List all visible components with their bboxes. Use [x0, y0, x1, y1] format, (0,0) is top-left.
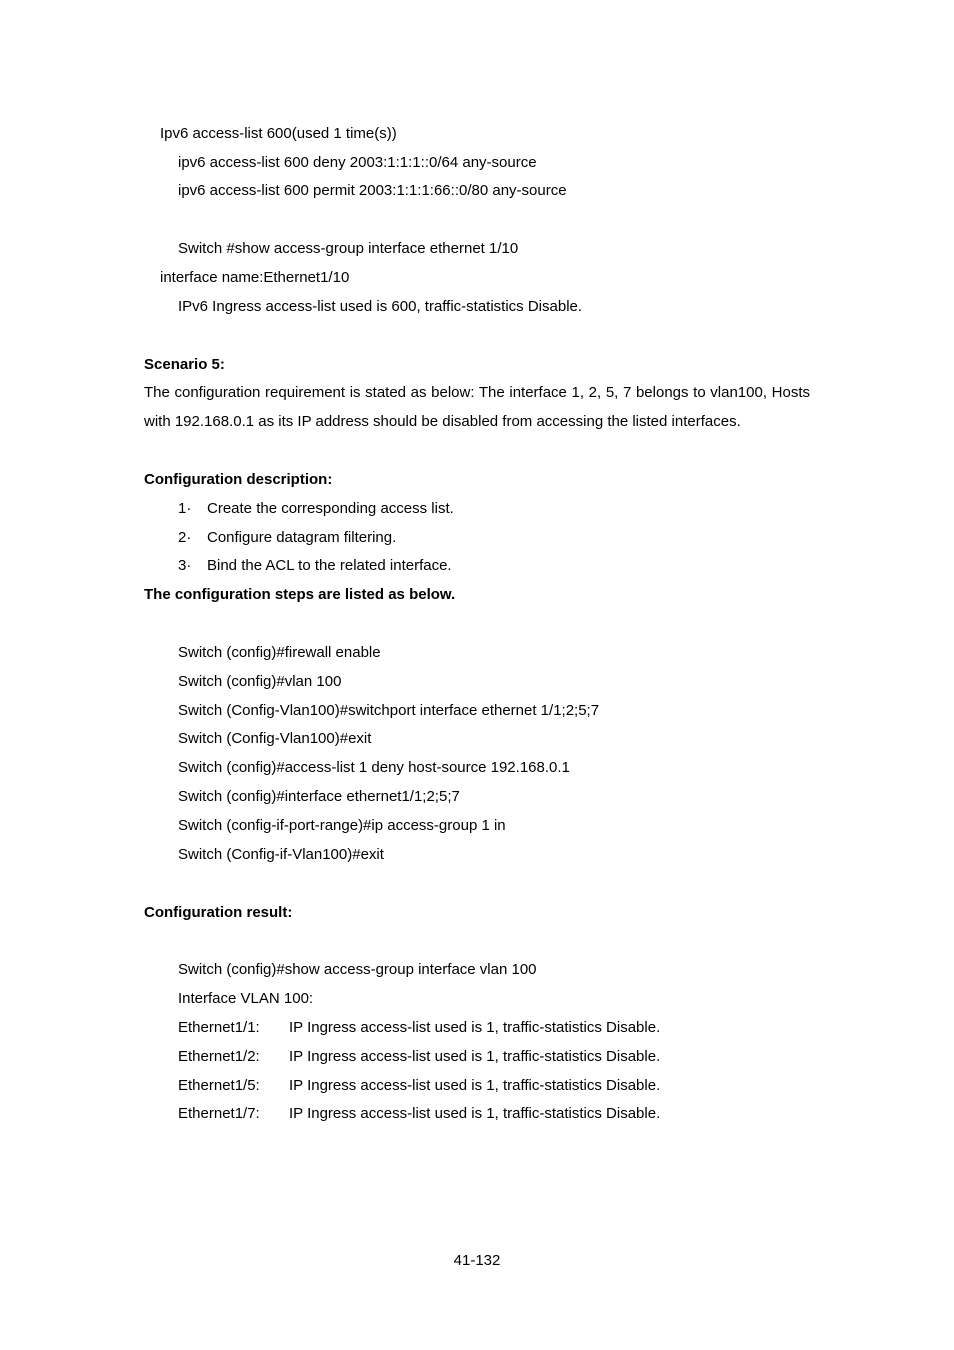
list-number: 2·: [178, 529, 192, 546]
ethernet-row: [178, 1048, 660, 1066]
command-line: Switch (config)#firewall enable: [178, 644, 381, 661]
list-text: Bind the ACL to the related interface.: [207, 557, 452, 574]
command-line: Switch (config)#interface ethernet1/1;2;5;7: [178, 788, 460, 805]
list-number: 3·: [178, 557, 192, 574]
ethernet-status: IP Ingress access-list used is 1, traffic-statistics Disable.: [289, 1077, 661, 1094]
command-line: Switch (Config-Vlan100)#exit: [178, 730, 372, 747]
ethernet-row: [178, 1105, 660, 1123]
result-line: IPv6 Ingress access-list used is 600, traffic-statistics Disable.: [178, 298, 583, 315]
command-line: Switch (Config-if-Vlan100)#exit: [178, 846, 384, 863]
list-text: Configure datagram filtering.: [207, 529, 397, 546]
vlan-line: Interface VLAN 100:: [178, 990, 314, 1007]
acl-rule-line: ipv6 access-list 600 deny 2003:1:1:1::0/64 any-source: [178, 154, 537, 171]
command-line: Switch #show access-group interface ethernet 1/10: [178, 240, 519, 257]
list-item: [178, 500, 454, 518]
acl-rule-line: ipv6 access-list 600 permit 2003:1:1:1:66::0/80 any-source: [178, 182, 567, 199]
config-description-heading: Configuration description:: [144, 471, 333, 488]
command-line: Switch (config)#vlan 100: [178, 673, 342, 690]
command-line: Switch (Config-Vlan100)#switchport interface ethernet 1/1;2;5;7: [178, 702, 600, 719]
page-number: 41-132: [453, 1252, 501, 1269]
result-heading: Configuration result:: [144, 904, 293, 921]
ethernet-label: Ethernet1/2:: [178, 1048, 260, 1065]
command-line: Switch (config)#access-list 1 deny host-source 192.168.0.1: [178, 759, 570, 776]
list-item: [178, 529, 396, 547]
scenario-heading: Scenario 5:: [144, 356, 225, 373]
ethernet-status: IP Ingress access-list used is 1, traffic-statistics Disable.: [289, 1105, 661, 1122]
ethernet-label: Ethernet1/1:: [178, 1019, 260, 1036]
ethernet-label: Ethernet1/5:: [178, 1077, 260, 1094]
list-number: 1·: [178, 500, 192, 517]
ethernet-status: IP Ingress access-list used is 1, traffic-statistics Disable.: [289, 1019, 661, 1036]
steps-heading: The configuration steps are listed as below.: [144, 586, 456, 603]
ethernet-row: [178, 1077, 660, 1095]
list-text: Create the corresponding access list.: [207, 500, 454, 517]
command-line: Switch (config)#show access-group interface vlan 100: [178, 961, 537, 978]
ethernet-status: IP Ingress access-list used is 1, traffic-statistics Disable.: [289, 1048, 661, 1065]
scenario-requirement: The configuration requirement is stated as below: The interface 1, 2, 5, 7 belongs to vlan100, Hosts with 192.168.0.1 as its IP address should be disabled from accessing the listed interfaces.: [144, 384, 810, 430]
acl-title: Ipv6 access-list 600(used 1 time(s)): [160, 125, 397, 142]
interface-name-line: interface name:Ethernet1/10: [160, 269, 350, 286]
list-item: [178, 557, 452, 575]
command-line: Switch (config-if-port-range)#ip access-group 1 in: [178, 817, 506, 834]
ethernet-row: [178, 1019, 660, 1037]
ethernet-label: Ethernet1/7:: [178, 1105, 260, 1122]
